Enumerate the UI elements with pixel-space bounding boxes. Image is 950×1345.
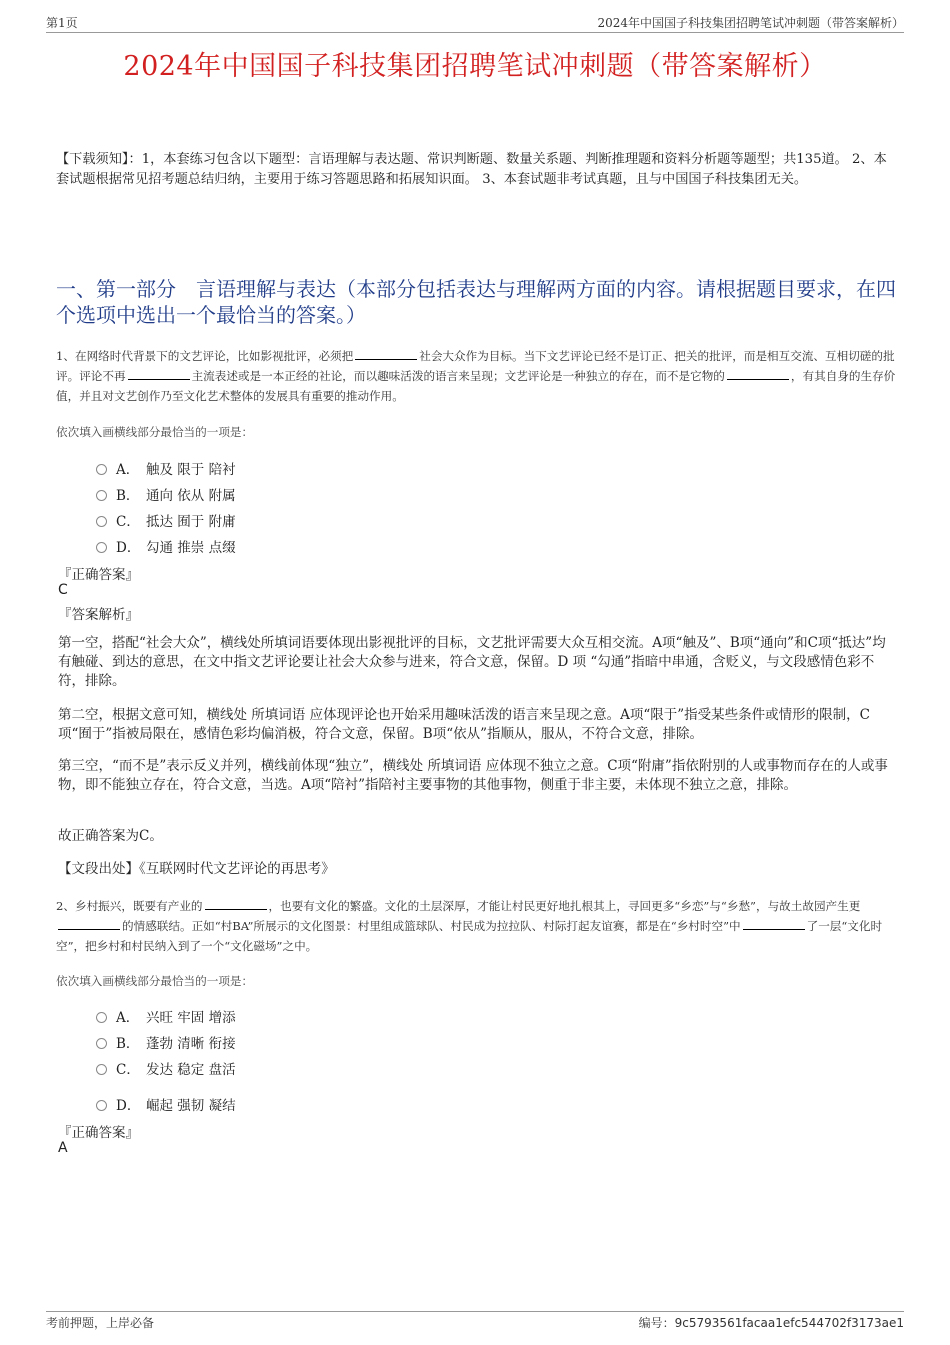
- option-text: 兴旺 牢固 增添: [146, 1010, 236, 1026]
- question-1-option-c[interactable]: [96, 510, 236, 530]
- question-1-option-a[interactable]: [96, 458, 236, 478]
- option-text: 发达 稳定 盘活: [146, 1062, 236, 1078]
- analysis-paragraph: 第三空，“而不是”表示反义并列，横线前体现“独立”，横线处 所填词语 应体现不独立之意。C项“附庸”指依附别的人或事物而存在的人或事物，即不能独立存在，符合文意，当选。A项“陪衬”指陪衬主要事物的其他事物，侧重于非主要，未体现不独立之意，排除。: [58, 758, 888, 793]
- question-1-option-d[interactable]: [96, 536, 236, 556]
- option-letter: C．: [116, 514, 140, 530]
- correct-answer-label: 『正确答案』: [58, 1125, 139, 1141]
- fill-blank: [58, 916, 120, 930]
- option-letter: C．: [116, 1062, 140, 1078]
- radio-button-icon[interactable]: [96, 516, 107, 527]
- question-2-stem: [56, 896, 896, 956]
- question-2-option-d[interactable]: [96, 1094, 236, 1114]
- option-text: 触及 限于 陪衬: [146, 462, 236, 478]
- fill-blank: [727, 366, 789, 380]
- fill-blank: [128, 366, 190, 380]
- option-letter: D．: [116, 540, 141, 556]
- running-header: [46, 12, 904, 33]
- option-letter: D．: [116, 1098, 141, 1114]
- correct-answer-value: C: [58, 582, 68, 598]
- fill-blank: [355, 346, 417, 360]
- question-1-stem: [56, 346, 896, 406]
- analysis-paragraph: 第二空，根据文意可知，横线处 所填词语 应体现评论也开始采用趣味活泼的语言来呈现之意。A项“限于”指受某些条件或情形的限制，C项“囿于”指被局限在，感情色彩均偏消极，符合文意，保留。B项“依从”指顺从，服从，不符合文意，排除。: [58, 707, 870, 742]
- option-letter: B．: [116, 1036, 140, 1052]
- question-1-prompt: 依次填入画横线部分最恰当的一项是：: [56, 425, 254, 439]
- source-citation: 【文段出处】《互联网时代文艺评论的再思考》: [58, 861, 335, 877]
- stem-text: 2、乡村振兴，既要有产业的: [56, 899, 203, 913]
- option-text: 抵达 囿于 附庸: [146, 514, 236, 530]
- analysis-conclusion: 故正确答案为C。: [58, 828, 163, 844]
- fill-blank: [205, 896, 267, 910]
- radio-button-icon[interactable]: [96, 490, 107, 501]
- option-text: 崛起 强韧 凝结: [146, 1098, 236, 1114]
- running-title: 2024年中国国子科技集团招聘笔试冲刺题（带答案解析）: [597, 16, 904, 30]
- question-2-option-c[interactable]: [96, 1058, 236, 1078]
- question-2-prompt: 依次填入画横线部分最恰当的一项是：: [56, 974, 254, 988]
- radio-button-icon[interactable]: [96, 464, 107, 475]
- stem-text: 1、在网络时代背景下的文艺评论，比如影视批评，必须把: [56, 349, 354, 363]
- footer-divider: [46, 1311, 904, 1312]
- download-notice: 【下载须知】：1，本套练习包含以下题型：言语理解与表达题、常识判断题、数量关系题、判断推理题和资料分析题等题型；共135道。 2、本套试题根据常见招考题总结归纳，主要用于练习答题思路和拓展知识面。 3、本套试题非考试真题，且与中国国子科技集团无关。: [56, 152, 887, 187]
- question-2-option-b[interactable]: [96, 1032, 236, 1052]
- stem-text: ，也要有文化的繁盛。文化的土层深厚，才能让村民更好地扎根其上，寻回更多“乡恋”与“乡愁”，与故土故园产生更: [268, 899, 861, 913]
- radio-button-icon[interactable]: [96, 1012, 107, 1023]
- question-2-option-a[interactable]: [96, 1006, 236, 1026]
- option-text: 勾通 推崇 点缀: [146, 540, 236, 556]
- correct-answer-label: 『正确答案』: [58, 567, 139, 583]
- analysis-paragraph: 第一空，搭配“社会大众”，横线处所填词语要体现出影视批评的目标，文艺批评需要大众互相交流。A项“触及”、B项“通向”和C项“抵达”均有触碰、到达的意思，在文中指文艺评论要让社会大众参与进来，符合文意，保留。D 项 “勾通”指暗中串通，含贬义，与文段感情色彩不符，排除。: [58, 635, 886, 689]
- option-text: 通向 依从 附属: [146, 488, 236, 504]
- option-letter: A．: [116, 1010, 140, 1026]
- stem-text: 了一层“文化时空”，把乡村和村民纳入到了一个“文化磁场”之中。: [56, 919, 883, 953]
- stem-text: 主流表述或是一本正经的社论，而以趣味活泼的语言来呈现；文艺评论是一种独立的存在，而不是它物的: [191, 369, 725, 383]
- document-title: 2024年中国国子科技集团招聘笔试冲刺题（带答案解析）: [123, 51, 827, 82]
- footer-slogan: 考前押题，上岸必备: [46, 1316, 155, 1330]
- analysis-label: 『答案解析』: [58, 607, 139, 623]
- radio-button-icon[interactable]: [96, 1038, 107, 1049]
- fill-blank: [743, 916, 805, 930]
- correct-answer-value: A: [58, 1140, 68, 1156]
- option-letter: A．: [116, 462, 140, 478]
- section-heading: 一、第一部分 言语理解与表达（本部分包括表达与理解两方面的内容。请根据题目要求，在四个选项中选出一个最恰当的答案。）: [56, 277, 896, 327]
- footer-serial-number: 编号：9c5793561facaa1efc544702f3173ae1: [638, 1316, 904, 1330]
- stem-text: 的情感联结。正如“村BA”所展示的文化图景：村里组成篮球队、村民成为拉拉队、村际打起友谊赛，都是在“乡村时空”中: [122, 919, 741, 933]
- stem-text: ，有其自身的生存价值，并且对文艺创作乃至文化艺术整体的发展具有重要的推动作用。: [56, 369, 896, 403]
- radio-button-icon[interactable]: [96, 1064, 107, 1075]
- option-text: 蓬勃 清晰 衔接: [146, 1036, 236, 1052]
- radio-button-icon[interactable]: [96, 1100, 107, 1111]
- stem-text: 社会大众作为目标。当下文艺评论已经不是订正、把关的批评，而是相互交流、互相切磋的批评。评论不再: [56, 349, 895, 383]
- page-number: 第1页: [46, 16, 78, 30]
- radio-button-icon[interactable]: [96, 542, 107, 553]
- option-letter: B．: [116, 488, 140, 504]
- question-1-option-b[interactable]: [96, 484, 236, 504]
